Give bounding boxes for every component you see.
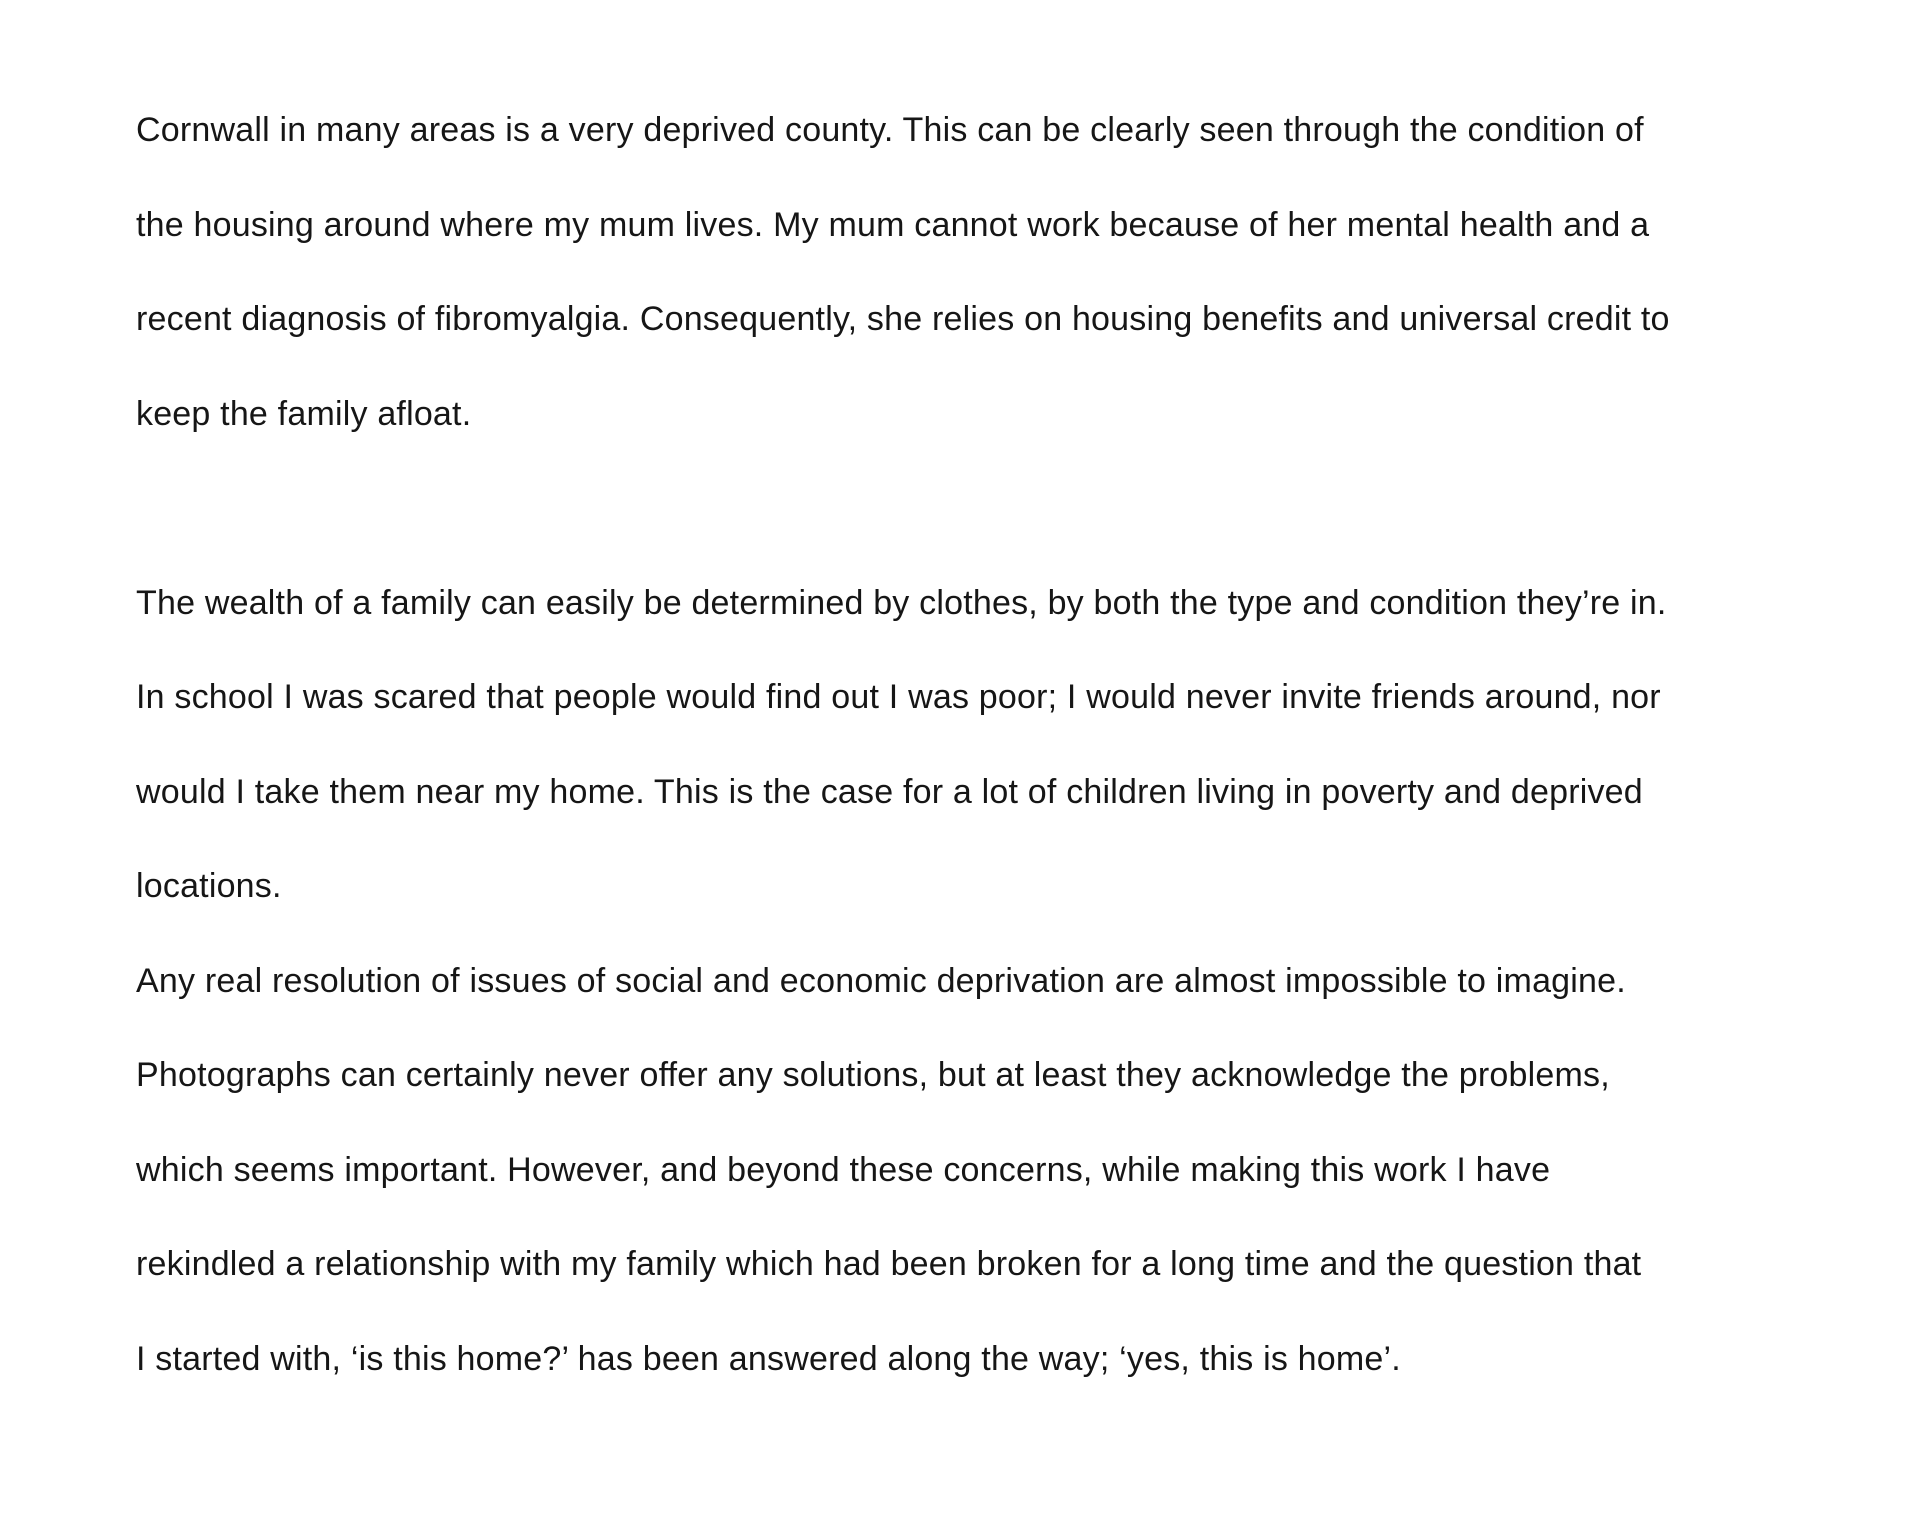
text-line: which seems important. However, and beyond these concerns, while making this work I have [136,1150,1551,1189]
text-line: In school I was scared that people would find out I was poor; I would never invite friends around, nor [136,678,1661,716]
text-line: recent diagnosis of fibromyalgia. Consequently, she relies on housing benefits and universal credit to [136,300,1670,338]
text-line: the housing around where my mum lives. My mum cannot work because of her mental health and a [136,205,1650,244]
paragraph-3 [136,951,1856,1424]
text-line: I started with, ‘is this home?’ has been answered along the way; ‘yes, this is home’. [136,1339,1401,1378]
text-line: Photographs can certainly never offer any solutions, but at least they acknowledge the problems, [136,1056,1610,1094]
text-line: The wealth of a family can easily be determined by clothes, by both the type and condition they’re in. [136,583,1667,622]
text-line: locations. [136,867,282,905]
text-line: Any real resolution of issues of social and economic deprivation are almost impossible to imagine. [136,961,1626,1000]
document-body [136,100,1856,1423]
text-line: Cornwall in many areas is a very deprived county. This can be clearly seen through the condition of [136,111,1644,149]
paragraph-2 [136,573,1856,951]
paragraph-1 [136,100,1856,478]
text-line: rekindled a relationship with my family which had been broken for a long time and the question that [136,1245,1642,1283]
text-line: keep the family afloat. [136,394,472,433]
paragraph-spacer [136,478,1856,573]
text-line: would I take them near my home. This is the case for a lot of children living in poverty and deprived [136,772,1643,811]
